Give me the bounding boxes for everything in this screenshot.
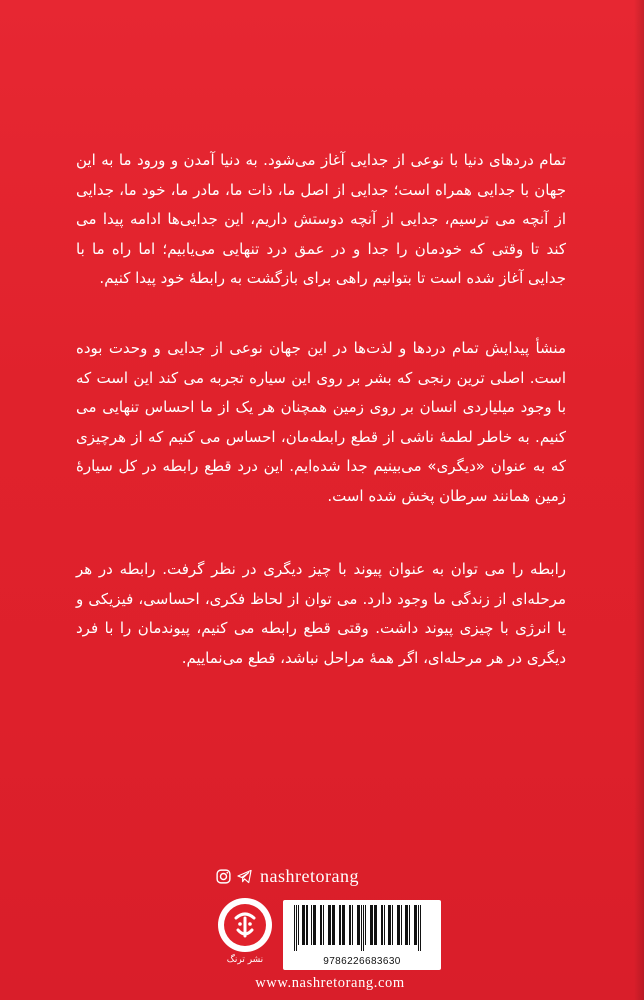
publisher-website: www.nashretorang.com xyxy=(255,975,405,991)
isbn-barcode xyxy=(283,900,441,970)
publisher-social-handle: nashretorang xyxy=(260,865,359,886)
publisher-logo-caption: نشر ترنگ xyxy=(226,955,264,965)
publisher-social-row xyxy=(216,864,456,888)
barcode-bars xyxy=(292,905,432,951)
publisher-logo xyxy=(216,896,274,954)
blurb-paragraph-2: منشأ پیدایش تمام دردها و لذت‌ها در این جهان نوعی از جدایی و وحدت بوده است. اصلی ترین رنجی که بشر بر روی این سیاره تجربه می کند این است که با وجود میلیاردی انسان بر روی زمین همچنان هر یک از ما احساس تنهایی می کنیم. به خاطر لطمهٔ ناشی از قطع رابطه‌مان، احساس می کنیم که از هرچیزی که به عنوان «دیگری» می‌بینیم جدا شده‌ایم. این درد قطع رابطه در کل سیارهٔ زمین همانند سرطان پخش شده است. xyxy=(76,339,566,505)
instagram-icon xyxy=(216,869,231,884)
isbn-number: 9786226683630 xyxy=(323,956,401,967)
blurb-paragraph-1: تمام دردهای دنیا با نوعی از جدایی آغاز می‌شود. به دنیا آمدن و ورود ما به این جهان با جدایی همراه است؛ جدایی از اصل ما، ذات ما، مادر ما، خود ما، جدایی از آنچه می ترسیم، جدایی از آنچه دوستش داریم، این جدایی‌ها ادامه پیدا می کند تا وقتی که خودمان را جدا و در عمق درد تنهایی می‌یابیم؛ اما راه ما با جدایی آغاز شده است تا بتوانیم راهی برای بازگشت به رابطهٔ خود پیدا کنیم. xyxy=(76,151,566,287)
telegram-icon xyxy=(237,869,252,884)
blurb-paragraph-3: رابطه را می توان به عنوان پیوند با چیز دیگری در نظر گرفت. رابطه در هر مرحله‌ای از زندگی ما وجود دارد. می توان از لحاظ فکری، احساسی، فیزیکی و یا انرژی با چیزی پیوند داشت. وقتی قطع رابطه می کنیم، پیوندمان را با فرد دیگری در هر مرحله‌ای، اگر همهٔ مراحل نباشد، قطع می‌نماییم. xyxy=(76,560,566,667)
